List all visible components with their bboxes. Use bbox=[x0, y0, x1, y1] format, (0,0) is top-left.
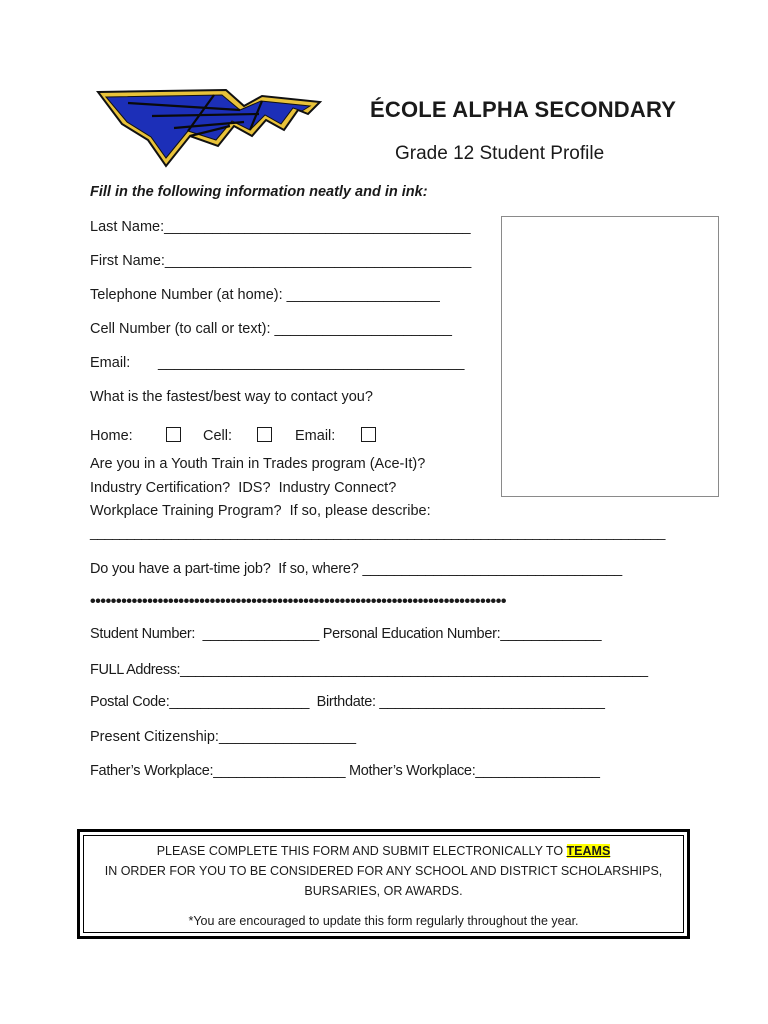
contact-email-label: Email: bbox=[295, 428, 336, 444]
contact-cell-label: Cell: bbox=[203, 428, 233, 444]
notice-line-1-text: PLEASE COMPLETE THIS FORM AND SUBMIT ELECTRONICALLY TO bbox=[156, 844, 567, 858]
school-name: ÉCOLE ALPHA SECONDARY bbox=[370, 97, 677, 122]
citizenship-field[interactable]: Present Citizenship:_________________ bbox=[90, 729, 357, 745]
teams-highlight: TEAMS bbox=[566, 844, 611, 858]
youth-train-question: Are you in a Youth Train in Trades program (Ace-It)? bbox=[90, 456, 426, 472]
contact-home-checkbox[interactable] bbox=[166, 427, 181, 442]
contact-cell-checkbox[interactable] bbox=[257, 427, 272, 442]
form-instruction: Fill in the following information neatly and in ink: bbox=[90, 184, 428, 200]
dotted-separator: •••••••••••••••••••••••••••••••••••••••••••••••••••••••••••••••••••••••••••••••• bbox=[90, 593, 507, 610]
photo-box bbox=[501, 216, 719, 497]
contact-home-label: Home: bbox=[90, 428, 133, 444]
first-name-field[interactable]: First Name:______________________________________ bbox=[90, 253, 472, 269]
cell-field[interactable]: Cell Number (to call or text): ______________________ bbox=[90, 321, 452, 337]
postal-birthdate-field[interactable]: Postal Code:__________________ Birthdate: _____________________________ bbox=[90, 694, 605, 710]
winged-emblem-logo bbox=[94, 86, 324, 168]
email-label: Email: bbox=[90, 355, 131, 371]
telephone-field[interactable]: Telephone Number (at home): ___________________ bbox=[90, 287, 440, 303]
notice-line-2: IN ORDER FOR YOU TO BE CONSIDERED FOR ANY SCHOOL AND DISTRICT SCHOLARSHIPS, bbox=[104, 864, 663, 878]
notice-line-4: *You are encouraged to update this form regularly throughout the year. bbox=[188, 914, 579, 928]
notice-line-1 bbox=[84, 844, 683, 858]
page-subtitle: Grade 12 Student Profile bbox=[395, 143, 605, 164]
contact-email-checkbox[interactable] bbox=[361, 427, 376, 442]
student-number-field[interactable]: Student Number: _______________ Personal Education Number:_____________ bbox=[90, 626, 602, 642]
submission-notice bbox=[77, 829, 690, 939]
email-field[interactable]: ______________________________________ bbox=[158, 355, 465, 371]
full-address-field[interactable]: FULL Address:_____________________________________________________________ bbox=[90, 662, 648, 678]
last-name-field[interactable]: Last Name:______________________________________ bbox=[90, 219, 471, 235]
describe-field[interactable]: ______________________________________________________________________________ bbox=[90, 525, 666, 540]
workplace-training-question: Workplace Training Program? If so, please describe: bbox=[90, 503, 431, 519]
industry-cert-question: Industry Certification? IDS? Industry Connect? bbox=[90, 480, 397, 496]
workplace-field[interactable]: Father’s Workplace:_________________ Mother’s Workplace:________________ bbox=[90, 763, 600, 779]
part-time-job-field[interactable]: Do you have a part-time job? If so, where? _________________________________ bbox=[90, 561, 623, 577]
notice-line-3: BURSARIES, OR AWARDS. bbox=[304, 884, 463, 898]
contact-question: What is the fastest/best way to contact you? bbox=[90, 389, 373, 405]
